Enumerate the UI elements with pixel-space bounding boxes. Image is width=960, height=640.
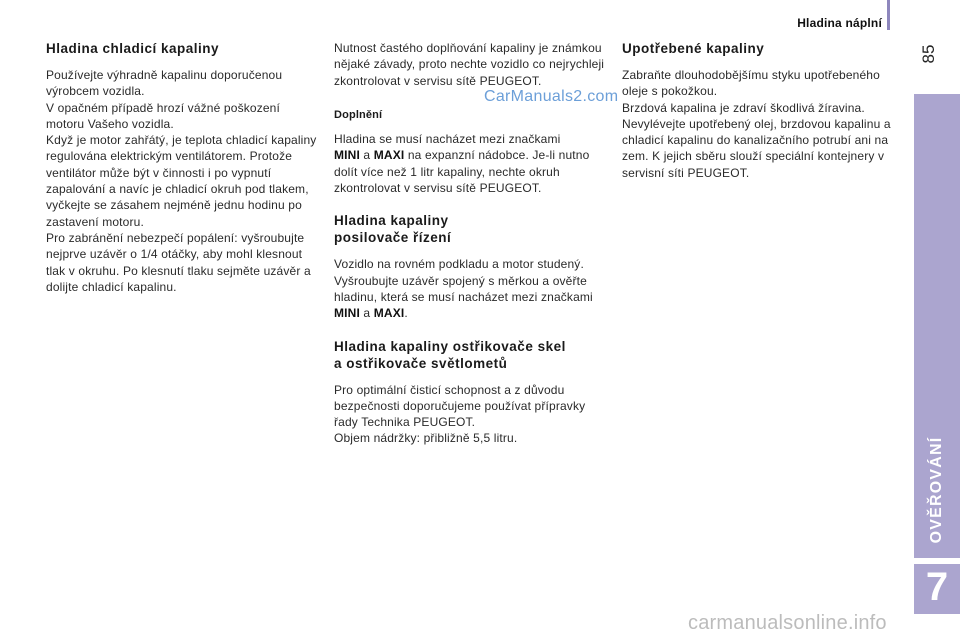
coolant-paragraph-1: Používejte výhradně kapalinu doporučenou výrobcem vozidla. bbox=[46, 68, 283, 99]
steering-text-end: . bbox=[404, 306, 408, 321]
steering-text-pre: Vozidlo na rovném podkladu a motor studený. Vyšroubujte uzávěr spojený s měrkou a ověřte hladinu, která se musí nacházet mezi značkami bbox=[334, 257, 593, 304]
and-word: a bbox=[363, 148, 371, 163]
chapter-label: OVĚŘOVÁNÍ bbox=[928, 436, 945, 544]
mini-mark: MINI bbox=[334, 148, 360, 163]
intro-paragraph: Nutnost častého doplňování kapaliny je známkou nějaké závady, proto nechte vozidlo co nejrychleji zkontrolovat v servisu sítě PEUGEOT. bbox=[334, 41, 605, 88]
column-coolant bbox=[46, 40, 321, 295]
watermark-carmanualsonline: carmanualsonline.info bbox=[688, 612, 887, 634]
refill-text-pre: Hladina se musí nacházet mezi značkami bbox=[334, 132, 561, 147]
chapter-number: 7 bbox=[925, 565, 949, 609]
used-fluids-paragraph-1: Zabraňte dlouhodobějšímu styku upotřebeného oleje s pokožkou. bbox=[622, 68, 880, 99]
used-fluids-heading: Upotřebené kapaliny bbox=[622, 41, 765, 56]
refill-paragraph bbox=[334, 131, 606, 196]
used-fluids-paragraph-3: Nevylévejte upotřebený olej, brzdovou kapalinu a chladicí kapalinu do kanalizačního potrubí ani na zem. K jejich sběru slouží speciální kontejnery v servisní síti PEUGEOT. bbox=[622, 116, 891, 180]
coolant-paragraph-4: Pro zabránění nebezpečí popálení: vyšroubujte nejprve uzávěr o 1/4 otáčky, aby mohl klesnout tlak v okruhu. Po klesnutí tlaku sejměte uzávěr a dolijte chladicí kapalinu. bbox=[46, 230, 311, 294]
coolant-paragraph-2: V opačném případě hrozí vážné poškození motoru Vašeho vozidla. bbox=[46, 100, 280, 131]
spacer bbox=[334, 196, 606, 212]
steering-maxi-mark: MAXI bbox=[373, 306, 405, 321]
coolant-paragraph-3: Když je motor zahřátý, je teplota chladicí kapaliny regulována elektrickým ventilátorem. Protože ventilátor může být v činnosti i po vypnutí zapalování a navíc je chladicí okruh pod tlakem, vyčkejte se zásahem nejméně jednu hodinu po zastavení motoru. bbox=[46, 133, 317, 229]
header-title: Hladina náplní bbox=[797, 16, 882, 30]
washer-paragraph-2: Objem nádržky: přibližně 5,5 litru. bbox=[334, 431, 518, 446]
steering-heading: Hladina kapaliny posilovače řízení bbox=[334, 213, 452, 246]
steering-paragraph bbox=[334, 256, 606, 321]
coolant-heading: Hladina chladicí kapaliny bbox=[46, 41, 220, 56]
spacer bbox=[334, 322, 606, 338]
page-number: 85 bbox=[919, 44, 938, 64]
washer-heading: Hladina kapaliny ostřikovače skel a ostřikovače světlometů bbox=[334, 338, 566, 371]
washer-paragraph-1: Pro optimální čisticí schopnost a z důvodu bezpečnosti doporučujeme používat přípravky řady Technika PEUGEOT. bbox=[334, 382, 586, 430]
refill-text-post: na expanzní nádobce. Je-li nutno dolít více než 1 litr kapaliny, nechte okruh zkontrolovat v servisu sítě PEUGEOT. bbox=[334, 148, 590, 196]
steering-and-word: a bbox=[363, 306, 371, 321]
steering-mini-mark: MINI bbox=[334, 306, 360, 321]
header-divider bbox=[887, 0, 890, 30]
watermark-carmanuals2: CarManuals2.com bbox=[484, 88, 619, 105]
column-used-fluids bbox=[622, 40, 900, 181]
refill-heading: Doplnění bbox=[334, 108, 383, 121]
maxi-mark: MAXI bbox=[373, 148, 405, 163]
used-fluids-paragraph-2: Brzdová kapalina je zdraví škodlivá žíravina. bbox=[622, 100, 865, 115]
